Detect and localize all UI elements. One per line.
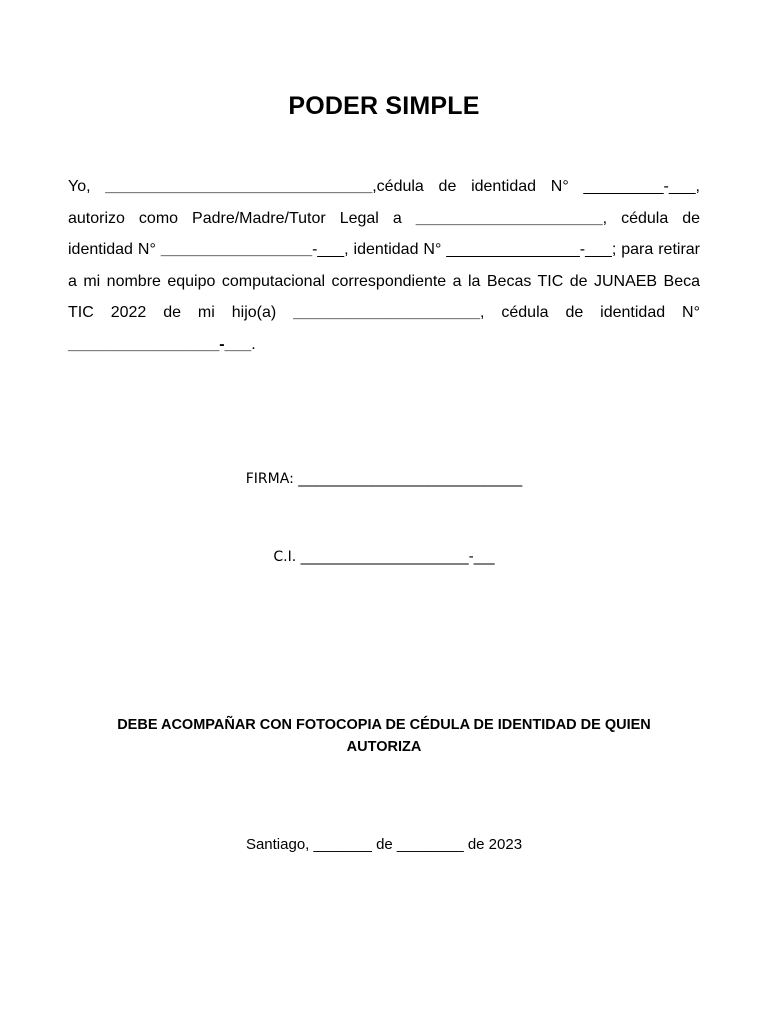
paragraph-text-2: ,cédula de identidad N° _________-___, autorizo como Padre/Madre/Tutor Legal a — [68, 178, 700, 227]
child-name-blank: _____________________ — [293, 304, 481, 321]
signature-line: FIRMA: ________________________________ — [245, 471, 523, 487]
id-number-line: C.I. ________________________-___ — [273, 549, 495, 565]
authorized-name-blank: _____________________ — [415, 209, 603, 227]
authorized-id-blank: _________________ — [160, 241, 313, 258]
paragraph-text-3: , cédula de identidad N° — [68, 209, 700, 258]
document-title: PODER SIMPLE — [288, 92, 480, 120]
paragraph-text-1: Yo, — [68, 178, 106, 195]
child-id-blank: _________________-___ — [68, 335, 252, 353]
paragraph-text-6: . — [251, 335, 256, 353]
paragraph-text-5: , cédula de identidad N° — [480, 304, 701, 321]
name-blank: ______________________________ — [105, 178, 373, 195]
date-line: Santiago, _______ de ________ de 2023 — [245, 836, 523, 853]
authorization-paragraph — [68, 171, 700, 360]
notice-line-2: AUTORIZA — [346, 739, 422, 755]
photocopy-notice — [0, 714, 768, 758]
notice-line-1: DEBE ACOMPAÑAR CON FOTOCOPIA DE CÉDULA DE IDENTIDAD DE QUIEN — [117, 717, 651, 733]
paragraph-text-4: -___, identidad N° _______________-___; para retirar a mi nombre equipo computacional correspondiente a la Becas TIC de JUNAEB Beca TIC 2022 de mi hijo(a) — [68, 241, 700, 321]
